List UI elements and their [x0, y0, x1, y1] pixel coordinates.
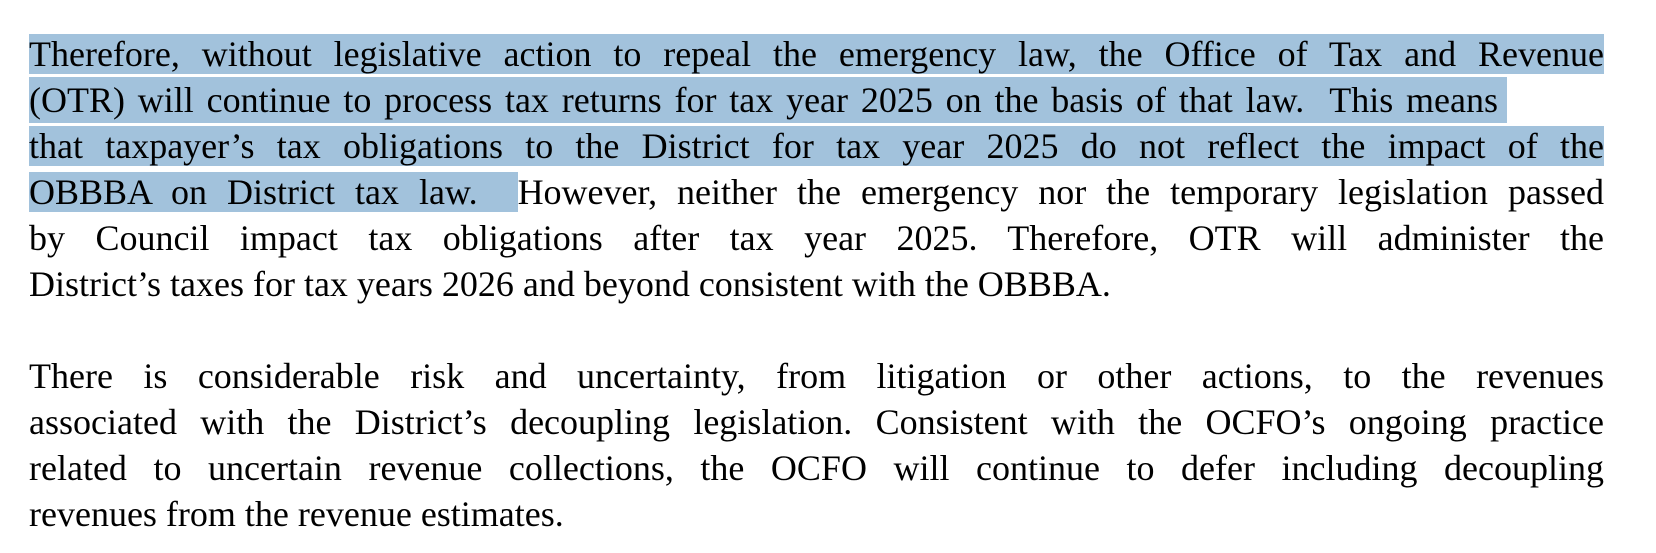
line-text: There is considerable risk and uncertainty, from litigation or other actions, to the revenues: [29, 356, 1604, 396]
paragraph-2-line-3: [29, 445, 1604, 491]
selected-text[interactable]: Therefore, without legislative action to repeal the emergency law, the Office of Tax and Revenue: [29, 34, 1604, 74]
document-body: [29, 31, 1604, 537]
paragraph-1-line-5: [29, 215, 1604, 261]
line-text: associated with the District’s decoupling legislation. Consistent with the OCFO’s ongoing practice: [29, 402, 1604, 442]
paragraph-2-line-1: [29, 353, 1604, 399]
paragraph-2-line-2: [29, 399, 1604, 445]
selected-text[interactable]: that taxpayer’s tax obligations to the District for tax year 2025 do not reflect the impact of the: [29, 126, 1604, 166]
selected-text[interactable]: (OTR) will continue to process tax returns for tax year 2025 on the basis of that law. This means: [29, 77, 1507, 123]
paragraph-2-line-4: [29, 491, 1604, 537]
line-text: revenues from the revenue estimates.: [29, 494, 564, 534]
line-text: by Council impact tax obligations after tax year 2025. Therefore, OTR will administer the: [29, 218, 1604, 258]
paragraph-1-line-1[interactable]: [29, 31, 1604, 77]
selected-text[interactable]: OBBBA on District tax law.: [29, 172, 518, 212]
line-text: However, neither the emergency nor the temporary legislation passed: [517, 172, 1604, 212]
paragraph-1-line-3[interactable]: [29, 123, 1604, 169]
line-text: District’s taxes for tax years 2026 and beyond consistent with the OBBBA.: [29, 264, 1111, 304]
paragraph-1: [29, 31, 1604, 307]
paragraph-1-line-2[interactable]: [29, 77, 1604, 123]
paragraph-2: [29, 353, 1604, 537]
paragraph-1-line-6: [29, 261, 1604, 307]
paragraph-spacer: [29, 307, 1604, 353]
paragraph-1-line-4[interactable]: [29, 169, 1604, 215]
line-text: related to uncertain revenue collections, the OCFO will continue to defer including decoupling: [29, 448, 1604, 488]
